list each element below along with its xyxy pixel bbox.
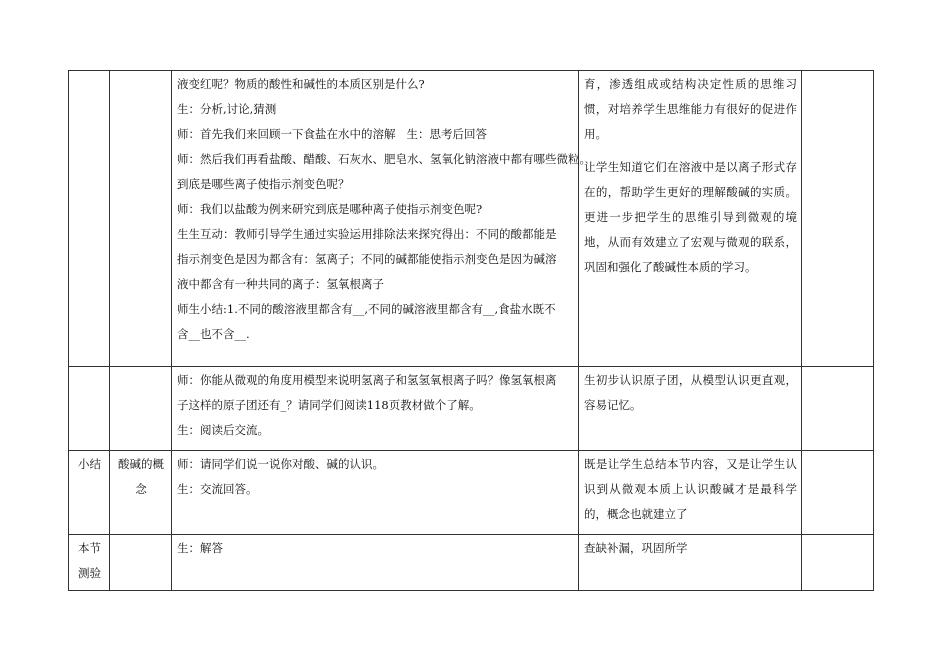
activity-line: 子这样的原子团还有_？请同学们阅读118页教材做个了解。	[177, 398, 481, 412]
intent-cell	[579, 451, 802, 535]
paragraph-gap	[584, 147, 797, 155]
activity-line: 含__也不含__.	[177, 327, 250, 341]
activity-line: 师：你能从微观的角度用模型来说明氢离子和氢氢氧根离子吗？像氢氧根离	[177, 373, 557, 387]
topic-cell: 酸碱的概念	[110, 451, 172, 535]
lesson-plan-table	[68, 70, 874, 591]
activity-line: 师：然后我们再看盐酸、醋酸、石灰水、肥皂水、氢氧化钠溶液中都有哪些微粒。	[177, 152, 591, 166]
intent-paragraph: 生初步认识原子团，从模型认识更直观，容易记忆。	[584, 373, 797, 412]
intent-paragraph: 育，渗透组成或结构决定性质的思维习惯，对培养学生思维能力有很好的促进作用。	[584, 77, 797, 141]
activity-line: 生：解答	[177, 541, 223, 555]
intent-paragraph: 既是让学生总结本节内容，又是让学生认识到从微观本质上认识酸碱才是最科学的，概念也就建立了	[584, 457, 797, 521]
activity-line: 师生小结:1.不同的酸溶液里都含有__,不同的碱溶液里都含有__,食盐水既不	[177, 302, 556, 316]
section-cell: 小结	[69, 451, 110, 535]
notes-cell	[802, 535, 874, 591]
intent-paragraph: 查缺补漏，巩固所学	[584, 541, 688, 555]
activity-line: 液中都含有一种共同的离子：氢氧根离子	[177, 277, 384, 291]
table-row	[69, 451, 874, 535]
activity-cell	[172, 451, 579, 535]
notes-cell	[802, 71, 874, 367]
activity-line: 生：阅读后交流。	[177, 423, 269, 437]
topic-cell	[110, 367, 172, 451]
activity-cell	[172, 367, 579, 451]
activity-line: 生：分析,讨论,猜测	[177, 102, 277, 116]
intent-cell	[579, 367, 802, 451]
activity-line: 生生互动：教师引导学生通过实验运用排除法来探究得出：不同的酸都能是	[177, 227, 557, 241]
intent-cell	[579, 71, 802, 367]
activity-line: 生：交流回答。	[177, 482, 258, 496]
activity-line: 到底是哪些离子使指示剂变色呢？	[177, 177, 350, 191]
activity-cell	[172, 535, 579, 591]
activity-line: 指示剂变色是因为都含有：氢离子；不同的碱都能使指示剂变色是因为碱溶	[177, 252, 557, 266]
section-cell	[69, 367, 110, 451]
table-row	[69, 367, 874, 451]
topic-cell	[110, 71, 172, 367]
activity-cell	[172, 71, 591, 367]
activity-line: 液变红呢？物质的酸性和碱性的本质区别是什么?	[177, 77, 425, 91]
notes-cell	[802, 451, 874, 535]
activity-line: 师：请同学们说一说你对酸、碱的认识。	[177, 457, 384, 471]
section-cell	[69, 71, 110, 367]
activity-line: 师：我们以盐酸为例来研究到底是哪种离子使指示剂变色呢?	[177, 202, 483, 216]
intent-cell	[579, 535, 802, 591]
activity-line: 师：首先我们来回顾一下食盐在水中的溶解 生：思考后回答	[177, 127, 487, 141]
table-row	[69, 535, 874, 591]
topic-cell	[110, 535, 172, 591]
notes-cell	[802, 367, 874, 451]
table-row	[69, 71, 874, 367]
section-cell: 本节测验	[69, 535, 110, 591]
intent-paragraph: 让学生知道它们在溶液中是以离子形式存在的，帮助学生更好的理解酸碱的实质。更进一步把学生的思维引导到微观的境地，从而有效建立了宏观与微观的联系，巩固和强化了酸碱性本质的学习。	[584, 160, 797, 274]
